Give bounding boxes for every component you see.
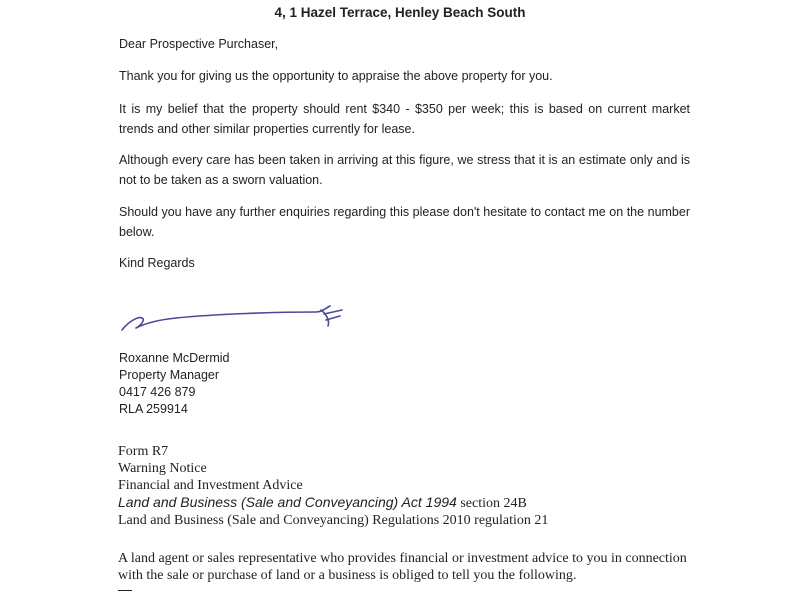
closing: Kind Regards <box>119 256 195 270</box>
sender-name: Roxanne McDermid <box>119 351 230 365</box>
form-subheading: Financial and Investment Advice <box>118 478 303 493</box>
sender-details <box>119 350 229 418</box>
sender-role: Property Manager <box>119 368 220 382</box>
paragraph-enquiries: Should you have any further enquiries regarding this please don't hesitate to contact me on the number below. <box>119 205 690 239</box>
handwritten-signature <box>116 300 356 336</box>
regulations-reference: Land and Business (Sale and Conveyancing) Regulations 2010 regulation 21 <box>118 513 549 528</box>
form-heading: Warning Notice <box>118 461 207 476</box>
paragraph-disclaimer: Although every care has been taken in arriving at this figure, we stress that it is an estimate only and is not to be taken as a sworn valuation. <box>119 153 690 187</box>
sender-licence: RLA 259914 <box>119 402 188 416</box>
sender-phone: 0417 426 879 <box>119 385 196 399</box>
signature-stroke <box>122 306 342 330</box>
salutation: Dear Prospective Purchaser, <box>119 37 279 51</box>
act-section: section 24B <box>456 496 527 511</box>
form-number: Form R7 <box>118 444 169 459</box>
warning-notice-text: A land agent or sales representative who provides financial or investment advice to you in connection with the sale or purchase of land or a business is obliged to tell you the following. <box>118 551 687 583</box>
paragraph-rent-estimate: It is my belief that the property should rent $340 - $350 per week; this is based on current market trends and other similar properties currently for lease. <box>119 102 690 136</box>
property-address-heading: 4, 1 Hazel Terrace, Henley Beach South <box>274 5 526 20</box>
paragraph-thanks: Thank you for giving us the opportunity to appraise the above property for you. <box>119 69 553 83</box>
truncated-dash <box>118 590 132 591</box>
act-reference <box>118 494 548 512</box>
act-title: Land and Business (Sale and Conveyancing) Act 1994 <box>118 494 457 510</box>
form-r7-header <box>118 443 548 529</box>
